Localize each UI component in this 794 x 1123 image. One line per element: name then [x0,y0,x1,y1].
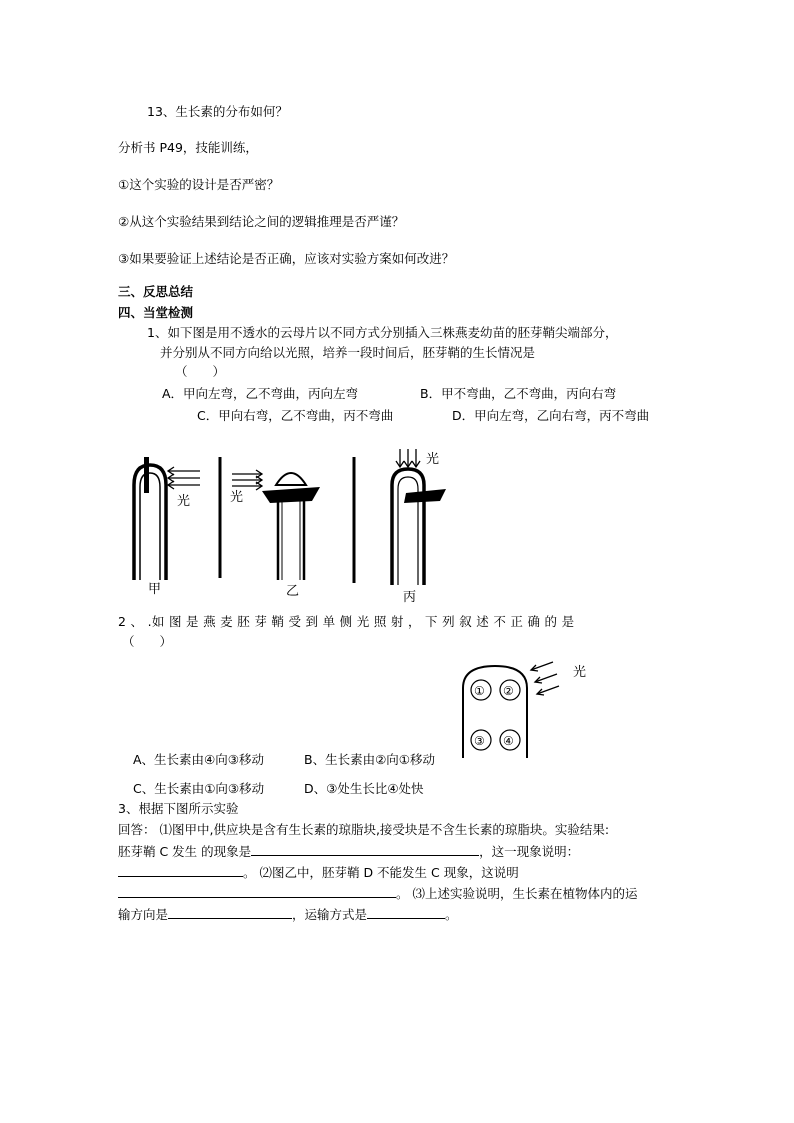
p2-stem: 2 、 .如 图 是 燕 麦 胚 芽 鞘 受 到 单 侧 光 照 射 ， 下 列 叙 述 不 正 确 的 是 [118,614,575,629]
p3-line2 [118,843,579,860]
p2-option-d: D、③处生长比④处快 [304,781,424,796]
answer-blank-1[interactable] [251,843,479,856]
answer-blank-4[interactable] [168,906,292,919]
light-arrows-p2 [531,662,559,695]
p3-line5-mid: ，运输方式是 [292,907,368,922]
q13-sub-2: ②从这个实验结果到结论之间的逻辑推理是否严谨？ [118,214,405,229]
p3-line4 [118,885,637,902]
p3-line4-text: 。 ⑶上述实验说明，生长素在植物体内的运 [396,886,638,901]
p3-line3-text: 。 ⑵图乙中，胚芽鞘 D 不能发生 C 现象，这说明 [243,865,519,880]
p1-stem-line2: 并分别从不同方向给以光照，培养一段时间后，胚芽鞘的生长情况是 [160,345,536,360]
seedling-bing [392,449,446,585]
p3-line2-end: ，这一现象说明： [479,844,580,859]
answer-blank-3[interactable] [118,885,396,898]
position-2-label: ② [503,684,514,698]
p3-line5-start: 输方向是 [118,907,169,922]
p1-answer-blank: （ ） [175,364,226,379]
light-arrows-bing [396,449,420,467]
mica-sheet-yi [262,487,320,503]
label-jia: 甲 [148,582,162,597]
light-label-bing: 光 [426,452,440,467]
answer-blank-5[interactable] [367,906,445,919]
p3-line2-start: 胚芽鞘 C 发生 的现象是 [118,844,252,859]
q13-title: 13、生长素的分布如何？ [147,104,288,119]
p1-option-d: D．甲向左弯，乙向右弯，丙不弯曲 [452,408,650,423]
p1-option-a: A．甲向左弯，乙不弯曲，丙向左弯 [162,386,359,401]
light-arrows-yi [232,470,262,490]
p3-line5-end: 。 [445,907,458,922]
position-3-label: ③ [474,734,485,748]
answer-blank-2[interactable] [118,864,243,877]
p1-stem-line1: 1、如下图是用不透水的云母片以不同方式分别插入三株燕麦幼苗的胚芽鞘尖端部分， [147,325,618,340]
q13-sub-1: ①这个实验的设计是否严密？ [118,177,280,192]
p2-option-b: B、生长素由②向①移动 [304,752,435,767]
p2-figure [455,658,615,758]
seedling-yi [232,470,320,580]
p2-answer-blank: （ ） [122,634,173,649]
seedling-jia [134,457,200,580]
q13-reference: 分析书 P49，技能训练， [118,140,258,155]
q13-sub-3: ③如果要验证上述结论是否正确，应该对实验方案如何改进？ [118,251,455,266]
position-4-label: ④ [503,734,514,748]
p2-option-c: C、生长素由①向③移动 [133,781,265,796]
p2-option-a: A、生长素由④向③移动 [133,752,264,767]
coleoptile-outline [463,666,527,758]
light-label-p2: 光 [573,665,587,680]
p3-title: 3、根据下图所示实验 [118,801,239,816]
p1-option-c: C．甲向右弯，乙不弯曲，丙不弯曲 [197,408,394,423]
light-label-yi: 光 [230,490,244,505]
p3-line5 [118,906,458,923]
mica-sheet-jia [144,457,149,493]
light-label-jia: 光 [177,494,191,509]
p1-option-b: B．甲不弯曲，乙不弯曲，丙向右弯 [420,386,617,401]
label-yi: 乙 [286,584,300,599]
p3-line1: 回答： ⑴图甲中,供应块是含有生长素的琼脂块,接受块是不含生长素的琼脂块。实验结果: [118,822,610,837]
mica-sheet-bing [404,489,446,503]
label-bing: 丙 [403,590,417,605]
section-check: 四、当堂检测 [118,305,194,320]
section-reflect: 三、反思总结 [118,284,194,299]
p1-figure [120,445,460,605]
light-arrows-jia [168,467,200,489]
position-1-label: ① [474,684,485,698]
p3-line3 [118,864,519,881]
